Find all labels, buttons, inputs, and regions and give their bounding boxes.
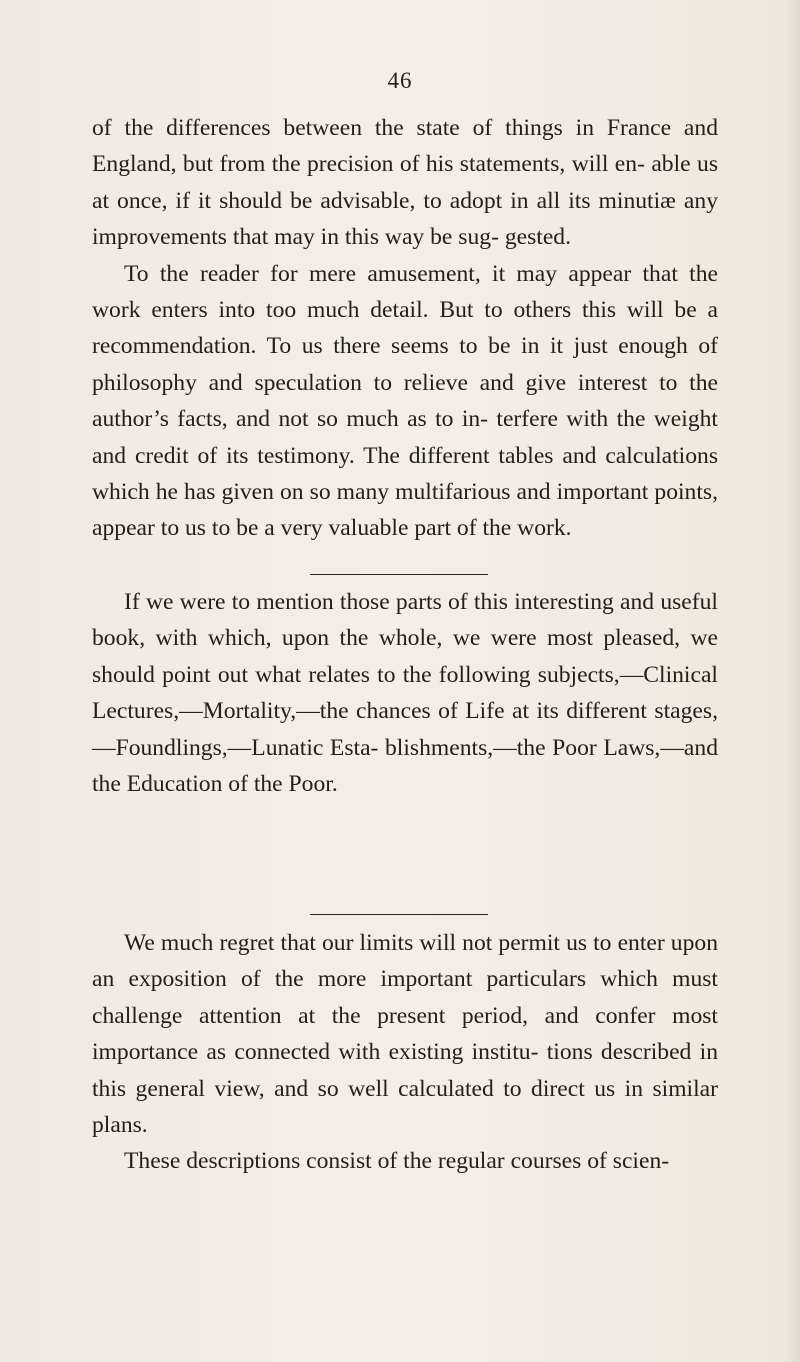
paragraph: These descriptions consist of the regular courses of scien- — [124, 1148, 670, 1175]
text-section-1 — [92, 110, 718, 547]
paragraph: We much regret that our limits will not permit us to enter upon an exposition of the more important particulars which must challenge attention at the present period, and confer most importance as connected with existing institu- tions described in this general view, and so well calculated to direct us in similar plans. — [92, 930, 718, 1139]
page-number: 46 — [387, 68, 413, 93]
page-edge-shadow — [786, 0, 800, 1362]
text-section-3 — [92, 925, 718, 1180]
text-section-2 — [92, 584, 718, 802]
paragraph-continued: of the differences between the state of things in France and England, but from the precision of his statements, will en- able us at once, if it should be advisable, to adopt in all its minutiæ any improvements that may in this way be sug- gested. — [92, 115, 718, 251]
section-divider — [310, 914, 488, 915]
paragraph: If we were to mention those parts of this interesting and useful book, with which, upon the whole, we were most pleased, we should point out what relates to the following subjects,—Clinical Lectures,—Mortality,—the chances of Life at its different stages,—Foundlings,—Lunatic Esta- blishments,—the Poor Laws,—and the Education of the Poor. — [92, 589, 718, 798]
section-divider — [310, 574, 488, 575]
paragraph: To the reader for mere amusement, it may appear that the work enters into too much detail. But to others this will be a recommendation. To us there seems to be in it just enough of philosophy and speculation to relieve and give interest to the author’s facts, and not so much as to in- terfere with the weight and credit of its testimony. The different tables and calculations which he has given on so many multifarious and important points, appear to us to be a very valuable part of the work. — [92, 260, 718, 542]
